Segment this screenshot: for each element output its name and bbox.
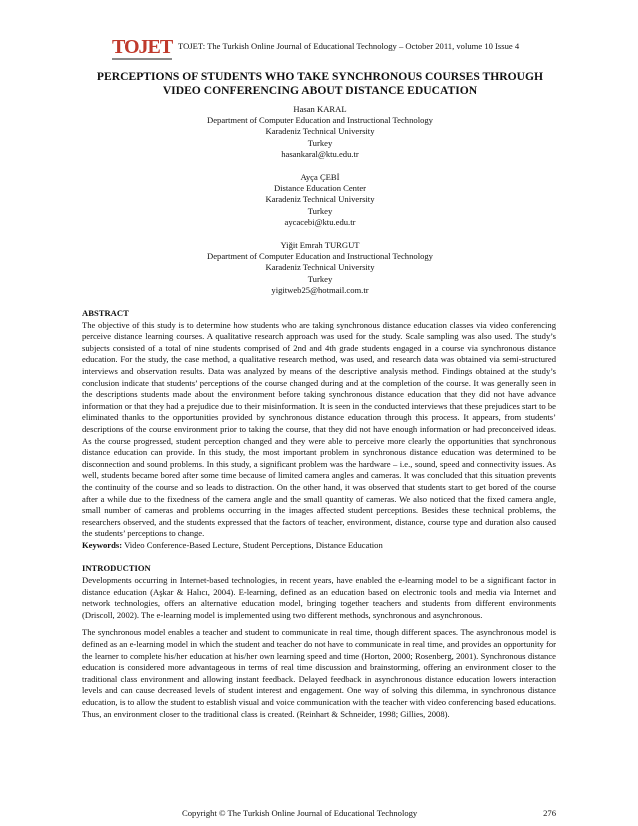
title-line-2: VIDEO CONFERENCING ABOUT DISTANCE EDUCATION bbox=[162, 84, 478, 97]
author-email: aycacebi@ktu.edu.tr bbox=[284, 216, 356, 227]
logo-underline bbox=[112, 58, 172, 60]
abstract-heading: ABSTRACT bbox=[82, 308, 129, 318]
author-name: Ayça ÇEBİ bbox=[300, 172, 340, 183]
author-block bbox=[120, 240, 520, 296]
author-block bbox=[120, 104, 520, 160]
journal-info: TOJET: The Turkish Online Journal of Educational Technology – October 2011, volume 10 Issue 4 bbox=[178, 41, 520, 51]
author-block bbox=[120, 172, 520, 228]
intro-paragraph-1: Developments occurring in Internet-based technologies, in recent years, have enabled the e-learning model to be a significant factor in distance education (Aşkar & Halıcı, 2004). E-learning, defined as an education based on electronic tools and media via Internet and network technologies, offers an alternative education model, bringing together teachers and students from different environments (Driscoll, 2002). The e-learning model is implemented using two different methods, synchronous and asynchronous. bbox=[82, 575, 556, 620]
author-country: Turkey bbox=[307, 273, 333, 284]
author-name: Yiğit Emrah TURGUT bbox=[280, 240, 360, 251]
journal-logo bbox=[110, 34, 174, 60]
keywords-text: Video Conference-Based Lecture, Student Perceptions, Distance Education bbox=[124, 539, 383, 550]
page-header bbox=[110, 30, 550, 64]
author-email: hasankaral@ktu.edu.tr bbox=[281, 148, 359, 159]
author-list bbox=[120, 104, 520, 308]
paper-title bbox=[70, 70, 570, 98]
author-university: Karadeniz Technical University bbox=[265, 194, 375, 205]
intro-paragraph-2: The synchronous model enables a teacher and student to communicate in real time, though different spaces. The asynchronous model is defined as an e-learning model in which the student and teacher do not have to communicate in real time, and provides an opportunity for the learner to complete his/her education at his/her own learning speed and time (Horton, 2000; Rosenberg, 2001). Synchronous distance education is considered more advantageous in terms of real time discussion and brainstorming, offering an environment closer to the traditional class environment and allowing instant feedback. Delayed feedback in asynchronous distance education lowers interaction levels and can cause decreased levels of student interest and engagement. One way of solving this dilemma, in synchronous distance education, is to allow the student to establish visual and voice communication with the teacher with video conferencing based educations. Thus, an environment closer to the traditional class is created. (Reinhart & Schneider, 1998; Gillies, 2008). bbox=[82, 627, 556, 719]
introduction-heading: INTRODUCTION bbox=[82, 563, 151, 574]
author-name: Hasan KARAL bbox=[293, 104, 347, 114]
author-affiliation: Distance Education Center bbox=[273, 183, 367, 194]
keywords-line bbox=[82, 540, 556, 552]
author-email: yigitweb25@hotmail.com.tr bbox=[271, 284, 369, 295]
abstract-text: The objective of this study is to determine how students who are taking synchronous distance education classes via video conferencing perceive distance learning courses. A qualitative research approach was used for the study. Scale sampling was also used. The study’s subjects consisted of a total of nine students comprised of 2nd and 4th grade students engaged in a course via synchronous distance education. For the study, the case method, a qualitative research method, was used, and research data was obtained via semi-structured interviews and observation results. Data was analyzed by means of the descriptive analysis method. Findings obtained at the study’s conclusion indicate that students’ perceptions of the course changed during and at the completion of the course. It was generally seen in the descriptions students made about the environment before taking synchronous distance education that they did not have advance information or that they had a prejudice due to their misinformation. It is seen in the conducted interviews that these prejudices start to be eliminated thanks to the opportunities provided by synchronous distance education through this process. It appears, from students’ descriptions of the course environment prior to taking the course, that they did not have enough information or had preconceived ideas. As the course progressed, student perception changed and they were able to perceive more clearly the opportunities that synchronous distance education can provide. In this study, the most important problem in synchronous distance education was determined to be disconnection and sound problems. In this study, a significant problem was the hardware – i.e., sound, speed and connectivity issues. As well, students became bored after some time because of limited camera angles and cameras. It was concluded that this situation prevents the continuity of the course and so leads to distraction. On the other hand, it was observed that students start to get bored of the course after a while due to the fixedness of the camera angle and the small quantity of cameras. We also noticed that the fixed camera angle, small number of cameras and problems occurring in the images affected student perceptions. Besides these technical problems, the researchers observed, and the students expressed that the factors of teacher, environment, distance, course type and duration also caused the students’ perceptions to change. bbox=[82, 319, 556, 539]
author-affiliation: Department of Computer Education and Instructional Technology bbox=[207, 115, 433, 126]
logo-text: TOJET bbox=[112, 36, 173, 58]
keywords-label: Keywords: bbox=[82, 539, 123, 550]
author-country: Turkey bbox=[307, 137, 333, 148]
author-university: Karadeniz Technical University bbox=[265, 262, 375, 273]
page-number: 276 bbox=[543, 808, 556, 818]
author-university: Karadeniz Technical University bbox=[265, 126, 375, 137]
footer-copyright: Copyright © The Turkish Online Journal of Educational Technology bbox=[182, 808, 418, 818]
title-line-1: PERCEPTIONS OF STUDENTS WHO TAKE SYNCHRONOUS COURSES THROUGH bbox=[96, 70, 544, 83]
author-affiliation: Department of Computer Education and Instructional Technology bbox=[207, 251, 433, 262]
paper-body bbox=[82, 308, 556, 720]
author-country: Turkey bbox=[307, 205, 333, 216]
